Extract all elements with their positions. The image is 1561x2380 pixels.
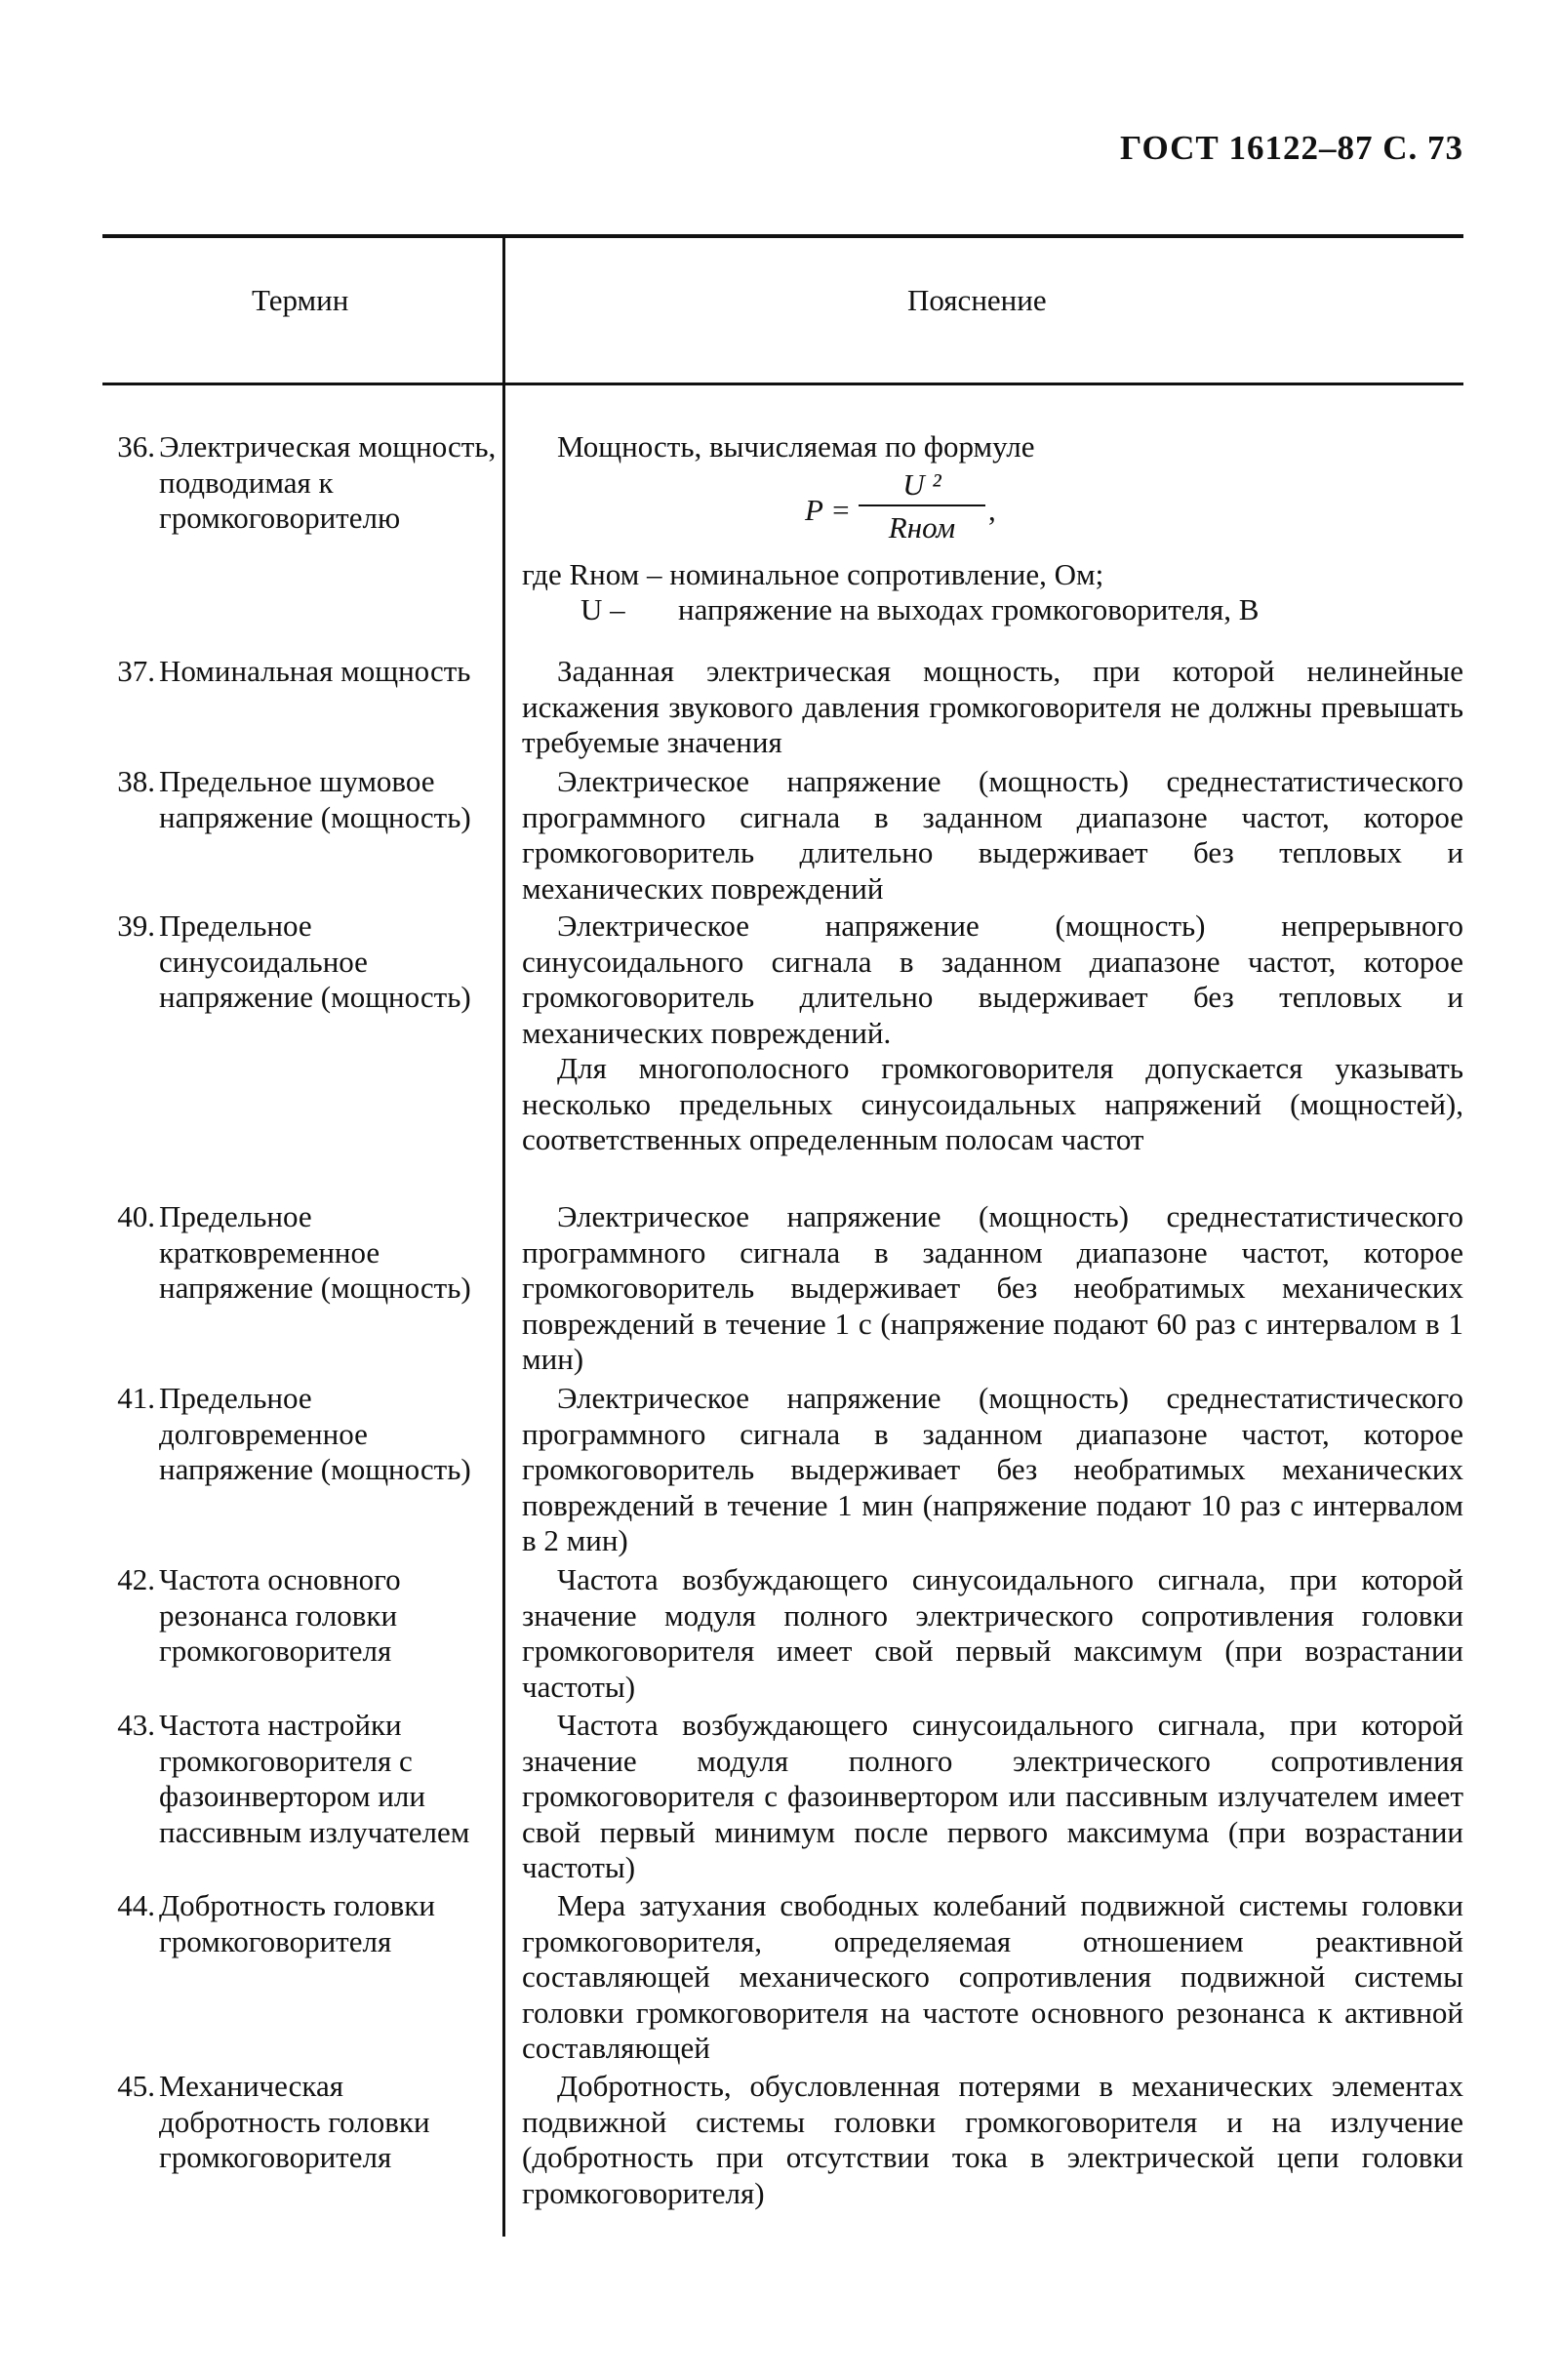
- formula-comma: ,: [988, 492, 996, 527]
- explanation-cell: [522, 2069, 1463, 2211]
- term-text: Механическая добротность головки громкоговорителя: [159, 2069, 430, 2174]
- explanation-text: Частота возбуждающего синусоидального сигнала, при которой значение модуля полного электрического сопротивления головки громкоговорителя имеет свой первый максимум (при возрастании частоты): [522, 1562, 1463, 1704]
- term-number: 45.: [117, 2069, 155, 2103]
- term-text: Частота основного резонанса головки громкоговорителя: [159, 1562, 401, 1668]
- column-header-explanation: Пояснение: [907, 283, 1047, 317]
- explanation-text: Добротность, обусловленная потерями в механических элементах подвижной системы головки громкоговорителя и на излучение (добротность при отсутствии тока в электрической цепи головки громкоговорителя): [522, 2069, 1463, 2210]
- term-text: Электрическая мощность, подводимая к громкоговорителю: [159, 429, 497, 535]
- term-number: 44.: [117, 1888, 155, 1922]
- legend-line-r: где Rном – номинальное сопротивление, Ом;: [522, 556, 1104, 591]
- explanation-cell: [522, 1888, 1463, 2067]
- formula-legend: [522, 557, 1463, 628]
- explanation-cell: [522, 764, 1463, 907]
- explanation-text: Частота возбуждающего синусоидального сигнала, при которой значение модуля полного электрического сопротивления громкоговорителя с фазоинвертором или пассивным излучателем имеет свой первый минимум после первого максимума (при возрастании частоты): [522, 1708, 1463, 1884]
- explanation-text: Мера затухания свободных колебаний подвижной системы головки громкоговорителя, определяемая отношением реактивной составляющей механического сопротивления подвижной системы головки громкоговорителя на частоте основного резонанса к активной составляющей: [522, 1888, 1463, 2065]
- explanation-text: Заданная электрическая мощность, при которой нелинейные искажения звукового давления громкоговорителя не должны превышать требуемые значения: [522, 654, 1463, 759]
- explanation-text-2: Для многополосного громкоговорителя допускается указывать несколько предельных синусоидальных напряжений (мощностей), соответственных определенным полосам частот: [522, 1051, 1463, 1156]
- term-number: 36.: [117, 429, 155, 464]
- formula-lhs: P =: [805, 492, 852, 527]
- explanation-text: Электрическое напряжение (мощность) среднестатистического программного сигнала в заданном диапазоне частот, которое громкоговоритель выдерживает без необратимых механических повреждений в течение 1 с (напряжение подают 60 раз с интервалом в 1 мин): [522, 1199, 1463, 1376]
- term-text: Предельное синусоидальное напряжение (мощность): [159, 908, 471, 1014]
- explanation-cell: [522, 1381, 1463, 1559]
- power-formula: [522, 465, 1463, 557]
- term-number: 38.: [117, 764, 155, 798]
- term-text: Добротность головки громкоговорителя: [159, 1888, 435, 1958]
- term-text: Предельное шумовое напряжение (мощность): [159, 764, 471, 834]
- term-text: Предельное долговременное напряжение (мощность): [159, 1381, 471, 1486]
- explanation-cell: [522, 654, 1463, 761]
- explanation-cell: [522, 1562, 1463, 1705]
- term-text: Номинальная мощность: [159, 654, 471, 688]
- explanation-text: Электрическое напряжение (мощность) непрерывного синусоидального сигнала в заданном диапазоне частот, которое громкоговоритель длительно выдерживает без тепловых и механических повреждений.: [522, 908, 1463, 1050]
- term-number: 42.: [117, 1562, 155, 1596]
- legend-line-u: напряжение на выходах громкоговорителя, В: [678, 591, 1260, 626]
- formula-numerator: U ²: [902, 466, 941, 502]
- formula-denominator: Rном: [888, 509, 956, 545]
- explanation-cell: [522, 429, 1463, 628]
- table-top-rule: [102, 234, 1463, 238]
- term-number: 37.: [117, 654, 155, 688]
- explanation-text: Электрическое напряжение (мощность) среднестатистического программного сигнала в заданном диапазоне частот, которое громкоговоритель длительно выдерживает без тепловых и механических повреждений: [522, 764, 1463, 906]
- formula-fraction: [859, 465, 985, 549]
- explanation-text: Электрическое напряжение (мощность) среднестатистического программного сигнала в заданном диапазоне частот, которое громкоговоритель выдерживает без необратимых механических повреждений в течение 1 мин (напряжение подают 10 раз с интервалом в 2 мин): [522, 1381, 1463, 1557]
- explanation-cell: [522, 1708, 1463, 1886]
- term-number: 39.: [117, 908, 155, 943]
- explanation-cell: [522, 1199, 1463, 1378]
- page-header: ГОСТ 16122–87 С. 73: [1120, 129, 1463, 167]
- term-number: 41.: [117, 1381, 155, 1415]
- column-header-term: Термин: [252, 283, 349, 317]
- term-number: 40.: [117, 1199, 155, 1233]
- legend-symbol-u: U –: [580, 591, 625, 626]
- term-text: Частота настройки громкоговорителя с фазоинвертором или пассивным излучателем: [159, 1708, 470, 1849]
- term-number: 43.: [117, 1708, 155, 1742]
- term-text: Предельное кратковременное напряжение (мощность): [159, 1199, 471, 1305]
- formula-intro: Мощность, вычисляемая по формуле: [557, 429, 1035, 464]
- table-header-rule: [102, 383, 1463, 385]
- explanation-cell: [522, 908, 1463, 1158]
- column-divider: [502, 234, 505, 2237]
